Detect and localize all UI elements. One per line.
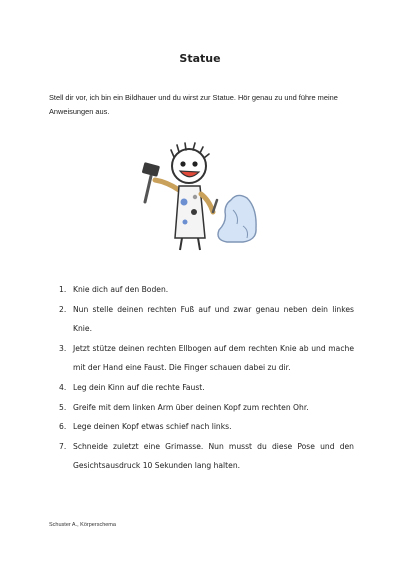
item-number: 6. xyxy=(59,422,67,432)
list-item xyxy=(49,378,354,398)
item-text: Lege deinen Kopf etwas schief nach links. xyxy=(73,422,232,432)
list-item xyxy=(49,417,354,437)
item-text: Schneide zuletzt eine Grimasse. Nun musst du diese Pose und den Gesichtsausdruck 10 Sekunden lang halten. xyxy=(73,441,354,471)
intro-paragraph: Stell dir vor, ich bin ein Bildhauer und du wirst zur Statue. Hör genau zu und führe meine Anweisungen aus. xyxy=(49,93,338,116)
page-title: Statue xyxy=(179,52,221,65)
sculptor-illustration-icon xyxy=(139,142,264,254)
footer-credit: Schuster A., Körperschema xyxy=(49,522,116,528)
instruction-list xyxy=(49,280,354,476)
list-item xyxy=(49,437,354,476)
item-number: 2. xyxy=(59,304,67,314)
item-text: Nun stelle deinen rechten Fuß auf und zwar genau neben dein linkes Knie. xyxy=(73,304,354,334)
item-number: 3. xyxy=(59,343,67,353)
item-number: 7. xyxy=(59,441,67,451)
item-number: 4. xyxy=(59,382,67,392)
item-number: 1. xyxy=(59,285,67,294)
list-item xyxy=(49,280,354,300)
list-item xyxy=(49,300,354,339)
item-number: 5. xyxy=(59,402,67,412)
list-item xyxy=(49,398,354,418)
item-text: Jetzt stütze deinen rechten Ellbogen auf dem rechten Knie ab und mache mit der Hand eine Faust. Die Finger schauen dabei zu dir. xyxy=(73,343,354,373)
item-text: Leg dein Kinn auf die rechte Faust. xyxy=(73,382,205,392)
item-text: Greife mit dem linken Arm über deinen Kopf zum rechten Ohr. xyxy=(73,402,309,412)
item-text: Knie dich auf den Boden. xyxy=(73,285,169,294)
list-item xyxy=(49,339,354,378)
